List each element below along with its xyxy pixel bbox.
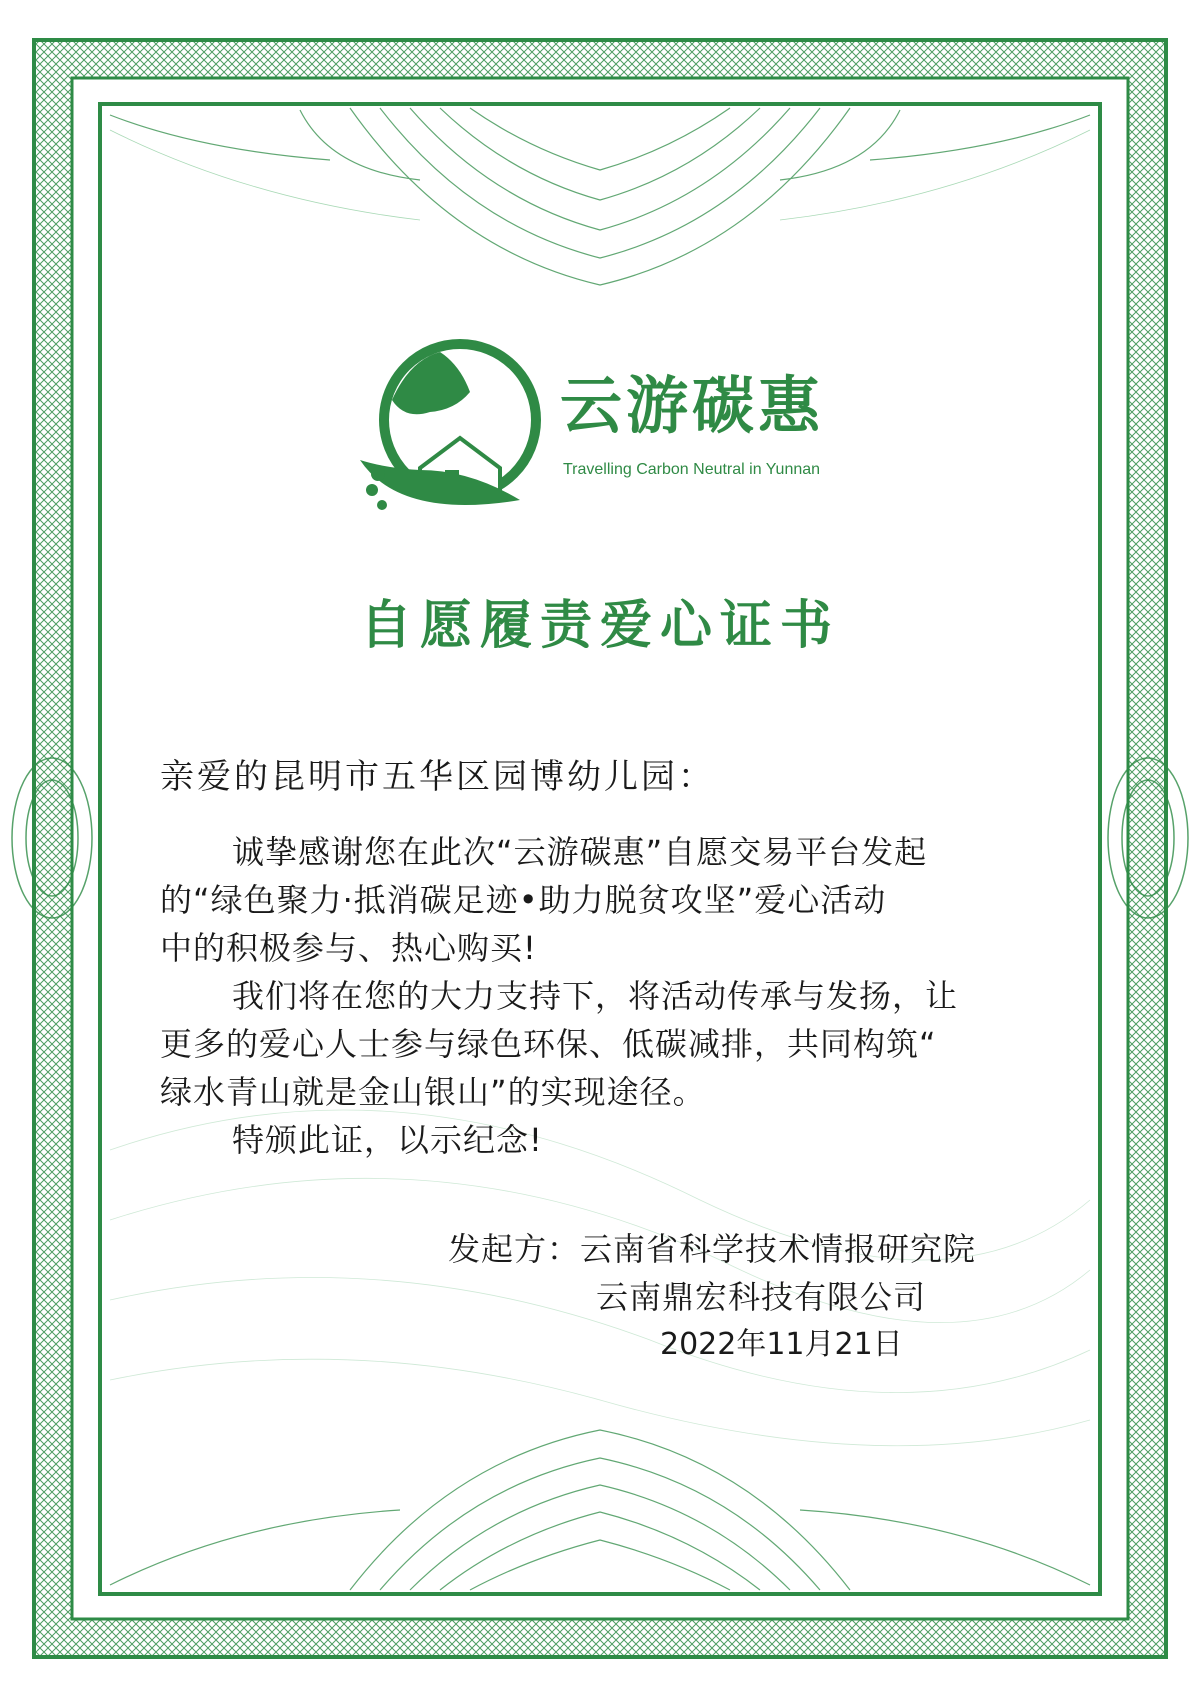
issuer-line-1 [448, 1225, 976, 1273]
body-line-3: 中的积极参与、热心购买! [160, 929, 537, 967]
body-line-5: 更多的爱心人士参与绿色环保、低碳减排，共同构筑“ [160, 1025, 937, 1063]
salutation: 亲爱的昆明市五华区园博幼儿园： [160, 757, 715, 797]
body-line-7: 特颁此证，以示纪念! [232, 1121, 543, 1159]
body-line-1: 诚挚感谢您在此次“云游碳惠”自愿交易平台发起 [232, 833, 928, 871]
issuer-1: 云南省科学技术情报研究院 [580, 1230, 977, 1268]
logo-name-cn: 云游碳惠 [560, 369, 825, 442]
body-line-4: 我们将在您的大力支持下，将活动传承与发扬，让 [232, 977, 959, 1015]
body-line-2: 的“绿色聚力·抵消碳足迹•助力脱贫攻坚”爱心活动 [160, 881, 887, 919]
issuer-label: 发起方： [448, 1230, 581, 1268]
certificate-title: 自愿履责爱心证书 [359, 596, 840, 656]
certificate-body [160, 828, 1040, 1164]
issuer-block [448, 1225, 976, 1321]
issuer-2: 云南鼎宏科技有限公司 [596, 1278, 927, 1316]
issue-date: 2022年11月21日 [660, 1327, 903, 1362]
logo-name-en: Travelling Carbon Neutral in Yunnan [563, 461, 821, 478]
body-line-6: 绿水青山就是金山银山”的实现途径。 [160, 1073, 706, 1111]
